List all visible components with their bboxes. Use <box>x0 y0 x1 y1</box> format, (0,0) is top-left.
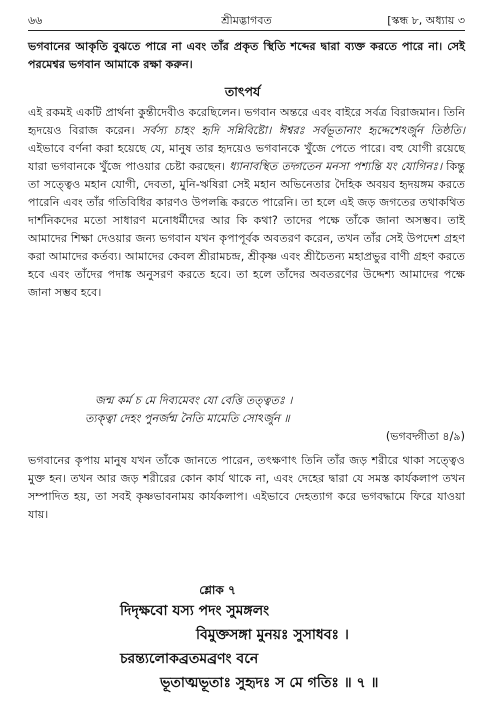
verse-source: (ভগবদ্গীতা ৪/৯) <box>385 430 465 443</box>
chapter-reference: [স্কন্ধ ৮, অধ্যায় ৩ <box>387 14 465 27</box>
purport-paragraph-1 <box>28 104 465 302</box>
purport-text-a: এই রকমই একটি প্রার্থনা কুন্তীদেবীও করেছিলেন। ভগবান অন্তরে এবং বাইরে সর্বত্র বিরাজমান। তিনি হৃদয়েও বিরাজ করেন। <box>28 106 465 137</box>
purport-text-b: এইভাবে বর্ণনা করা হয়েছে যে, মানুষ তার হৃদয়েও ভগবানকে খুঁজে পেতে পারে। বহু যোগী রয়েছে যারা ভগবানকে খুঁজে পাওয়ার চেষ্টা করছেন। <box>28 142 465 173</box>
sloka-line-1: দিদৃক্ষবো যস্য পদং সুমঙ্গলং <box>120 603 270 619</box>
purport-text-c: কিন্তু তা সত্ত্বেও মহান যোগী, দেবতা, মুনি-ঋষিরা সেই মহান অভিনেতার দৈহিক অবয়ব হৃদয়ঙ্গম করতে পারেনি এবং তাঁর গতিবিধির কারণও উপলব্ধি করতে পারেনি। তা হলে এই জড় জগতের তথাকথিত দার্শনিকদের মতো সাধারণ মনোধর্মীদের আর কি কথা? তাদের পক্ষে তাঁকে জানা অসম্ভব। তাই আমাদের শিক্ষা দেওয়ার জন্য ভগবান যখন কৃপাপূর্বক অবতরণ করেন, তখন তাঁর সেই উপদেশ গ্রহণ করা আমাদের কর্তব্য। আমাদের কেবল শ্রীরামচন্দ্র, শ্রীকৃষ্ণ এবং শ্রীচৈতন্য মহাপ্রভুর বাণী গ্রহণ করতে হবে এবং তাঁদের পদাঙ্ক অনুসরণ করতে হবে। তা হলে তাঁদের অবতরণের উদ্দেশ্য আমাদের পক্ষে জানা সম্ভব হবে। <box>28 160 465 299</box>
translation-text: ভগবানের আকৃতি বুঝতে পারে না এবং তাঁর প্রকৃত স্থিতি শব্দের দ্বারা ব্যক্ত করতে পারে না। সেই পরমেশ্বর ভগবান আমাকে রক্ষা করুন। <box>28 40 465 71</box>
purport-paragraph-2: ভগবানের কৃপায় মানুষ যখন তাঁকে জানতে পারেন, তৎক্ষণাৎ তিনি তাঁর জড় শরীরে থাকা সত্ত্বেও মুক্ত হন। তখন আর জড় শরীরের কোন কার্য থাকে না, এবং দেহের দ্বারা যে সমস্ত কার্যকলাপ তখন সম্পাদিত হয়, তা সবই কৃষ্ণভাবনাময় কার্যকলাপ। এইভাবে দেহত্যাগ করে ভগবদ্ধামে ফিরে যাওয়া যায়। <box>28 454 465 521</box>
page-header <box>28 12 465 30</box>
page-number: ৬৬ <box>28 14 43 27</box>
quote-2: ধ্যানাবস্থিত তদ্গতেন মনসা পশ্যন্তি যং যোগিনঃ। <box>229 160 443 173</box>
sloka-label: শ্লোক ৭ <box>199 583 236 597</box>
sloka-line-3: চরন্ত্যলোকব্রতমব্রণং বনে <box>120 651 259 667</box>
gita-quote-1: সর্বস্য চাহং হৃদি সন্নিবিষ্টো। ঈশ্বরঃ সর্বভূতানাং হৃদ্দেশেঽর্জুন তিষ্ঠতি। <box>142 124 465 137</box>
book-title: শ্রীমদ্ভাগবত <box>221 14 272 27</box>
header-rule <box>28 30 465 31</box>
gita-verse-line-1: জন্ম কর্ম চ মে দিব্যমেবং যো বেত্তি তত্ত্বতঃ । <box>95 394 293 407</box>
gita-verse-line-2: ত্যক্ত্বা দেহং পুনর্জন্ম নৈতি মামেতি সোঽর্জুন ॥ <box>85 412 290 425</box>
purport-heading: তাৎপর্য <box>224 84 261 99</box>
sloka-line-4: ভূতাত্মভূতাঃ সুহৃদঃ স মে গতিঃ ॥ ৭ ॥ <box>160 675 379 691</box>
sloka-line-2: বিমুক্তসঙ্গা মুনয়ঃ সুসাধবঃ । <box>196 627 349 643</box>
